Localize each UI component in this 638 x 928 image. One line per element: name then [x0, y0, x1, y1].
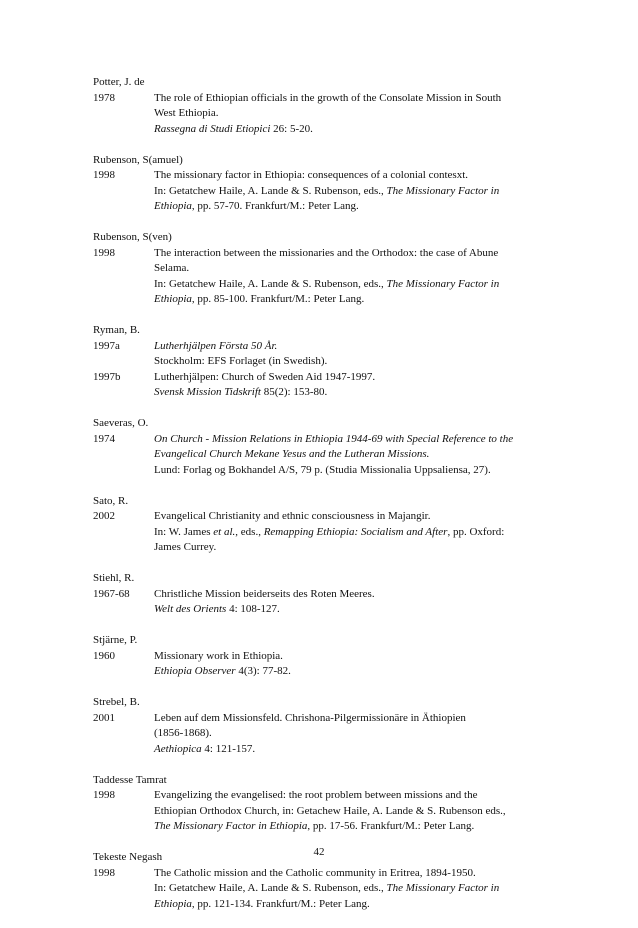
citation-line: [154, 525, 553, 541]
citation-line: [154, 819, 553, 835]
citation-text: The Catholic mission and the Catholic community in Eritrea, 1894-1950.: [154, 866, 476, 879]
citation-text: (1856-1868).: [154, 727, 212, 739]
citation-title-italic: Aethiopica: [154, 742, 202, 755]
citation-text: The interaction between the missionaries and the Orthodox: the case of Abune: [154, 246, 499, 259]
bibliography-entry: [93, 850, 553, 912]
work-citation: [93, 246, 553, 308]
citation-text: 26: 5-20.: [270, 122, 313, 135]
bibliography-entry: [93, 773, 553, 835]
citation-line: [154, 540, 553, 556]
work-citation: [93, 866, 553, 913]
citation-text: , pp. 85-100. Frankfurt/M.: Peter Lang.: [191, 293, 365, 305]
work-year: 1998: [93, 866, 115, 879]
work-citation: [93, 370, 553, 401]
work-year: 1998: [93, 789, 115, 801]
citation-line: [154, 246, 553, 262]
citation-text: Leben auf dem Missionsfeld. Chrishona-Pilgermissionäre in Äthiopien: [154, 711, 466, 724]
citation-title-italic: The Missionary Factor in Ethiopia: [154, 820, 308, 832]
citation-title-italic: Ethiopia: [154, 200, 192, 212]
work-year: 2002: [93, 510, 115, 522]
citation-line: [154, 447, 553, 463]
citation-text: Selama.: [154, 262, 190, 274]
citation-text: Lutherhjälpen: Church of Sweden Aid 1947-1997.: [154, 370, 376, 383]
citation-text: The missionary factor in Ethiopia: consequences of a colonial contesxt.: [154, 169, 469, 181]
citation-text: 4: 121-157.: [201, 742, 256, 755]
citation-line: [154, 277, 553, 293]
citation-text: In: Getatchew Haile, A. Lande & S. Rubenson, eds.,: [154, 277, 387, 290]
citation-title-italic: The Missionary Factor in: [386, 184, 500, 197]
citation-text: Ethiopian Orthodox Church, in: Getachew Haile, A. Lande & S. Rubenson eds.,: [154, 804, 506, 817]
work-text: [154, 788, 553, 835]
work-citation: [93, 711, 553, 758]
bibliography-entry: [93, 323, 553, 401]
citation-title-italic: Ethiopia: [154, 293, 192, 305]
entry-author: Rubenson, S(amuel): [93, 153, 183, 166]
citation-line: [154, 463, 553, 479]
citation-line: [154, 432, 553, 448]
work-text: [154, 509, 553, 556]
citation-text: , pp. 57-70. Frankfurt/M.: Peter Lang.: [191, 200, 359, 212]
work-citation: [93, 168, 553, 215]
work-year: 1978: [93, 91, 115, 104]
citation-text: , eds.,: [235, 525, 264, 538]
citation-text: , pp. 17-56. Frankfurt/M.: Peter Lang.: [307, 820, 475, 832]
citation-title-italic: The Missionary Factor in: [386, 882, 500, 894]
bibliography-entry: [93, 230, 553, 308]
citation-line: [154, 122, 553, 138]
work-year: 1998: [93, 246, 115, 259]
work-citation: [93, 339, 553, 370]
work-citation: [93, 91, 553, 138]
work-citation: [93, 432, 553, 479]
citation-line: [154, 168, 553, 184]
work-text: [154, 370, 553, 401]
citation-text: 4: 108-127.: [226, 603, 280, 615]
work-text: [154, 91, 553, 138]
bibliography-entry: [93, 153, 553, 215]
entry-author: Sato, R.: [93, 494, 129, 507]
work-text: [154, 866, 553, 913]
citation-title-italic: Rassegna di Studi Etiopici: [154, 122, 271, 135]
citation-line: [154, 711, 553, 727]
entry-author: Potter, J. de: [93, 76, 145, 88]
citation-line: [154, 385, 553, 401]
citation-text: , pp. Oxford:: [447, 525, 505, 538]
citation-line: [154, 804, 553, 820]
citation-text: In: Getatchew Haile, A. Lande & S. Rubenson, eds.,: [154, 184, 387, 197]
entry-author: Taddesse Tamrat: [93, 773, 167, 786]
work-year: 1997a: [93, 339, 120, 352]
work-year: 1998: [93, 169, 115, 181]
work-text: [154, 587, 553, 618]
citation-title-italic: Svensk Mission Tidskrift: [154, 386, 261, 398]
citation-title-italic: Evangelical Church Mekane Yesus and the Lutheran Missions.: [154, 448, 430, 460]
citation-line: [154, 199, 553, 215]
citation-line: [154, 649, 553, 665]
entry-author: Saeveras, O.: [93, 417, 149, 429]
citation-title-italic: The Missionary Factor in: [386, 277, 500, 290]
bibliography-entry: [93, 75, 553, 137]
citation-text: Evangelical Christianity and ethnic consciousness in Majangir.: [154, 510, 431, 522]
citation-title-italic: Lutherhjälpen Första 50 År.: [154, 339, 278, 352]
work-citation: [93, 509, 553, 556]
work-year: 1974: [93, 432, 115, 445]
citation-line: [154, 91, 553, 107]
entry-author: Tekeste Negash: [93, 851, 163, 863]
work-text: [154, 246, 553, 308]
citation-line: [154, 261, 553, 277]
citation-title-italic: Ethiopia Observer: [154, 665, 236, 677]
citation-line: [154, 866, 553, 882]
work-text: [154, 339, 553, 370]
citation-line: [154, 788, 553, 804]
work-text: [154, 432, 553, 479]
citation-title-italic: Ethiopia: [154, 897, 192, 910]
citation-line: [154, 354, 553, 370]
work-text: [154, 649, 553, 680]
citation-text: 85(2): 153-80.: [260, 386, 328, 398]
citation-line: [154, 292, 553, 308]
work-citation: [93, 649, 553, 680]
citation-line: [154, 664, 553, 680]
citation-text: Christliche Mission beiderseits des Roten Meeres.: [154, 587, 375, 600]
bibliography-entry: [93, 416, 553, 478]
citation-text: Lund: Forlag og Bokhandel A/S, 79 p. (Studia Missionalia Uppsaliensa, 27).: [154, 463, 491, 476]
citation-line: [154, 897, 553, 913]
bibliography-page: [93, 75, 553, 928]
work-text: [154, 711, 553, 758]
bibliography-entry: [93, 695, 553, 757]
citation-line: [154, 509, 553, 525]
work-citation: [93, 587, 553, 618]
citation-title-italic: Remapping Ethiopia: Socialism and After: [263, 525, 448, 538]
citation-text: West Ethiopia.: [154, 107, 219, 119]
citation-text: Missionary work in Ethiopia.: [154, 649, 283, 662]
citation-text: James Currey.: [154, 541, 217, 553]
bibliography-entry: [93, 571, 553, 618]
work-citation: [93, 788, 553, 835]
page-number: 42: [313, 846, 325, 858]
citation-title-italic: et al.: [213, 525, 236, 538]
citation-line: [154, 742, 553, 758]
citation-line: [154, 184, 553, 200]
citation-text: Stockholm: EFS Forlaget (in Swedish).: [154, 355, 328, 367]
citation-text: In: W. James: [154, 525, 214, 538]
work-year: 2001: [93, 711, 115, 724]
entry-author: Stjärne, P.: [93, 634, 138, 646]
citation-line: [154, 881, 553, 897]
work-text: [154, 168, 553, 215]
citation-text: In: Getatchew Haile, A. Lande & S. Rubenson, eds.,: [154, 882, 387, 894]
citation-line: [154, 106, 553, 122]
citation-title-italic: On Church - Mission Relations in Ethiopia 1944-69 with Special Reference to the: [154, 432, 514, 445]
citation-line: [154, 370, 553, 386]
citation-text: , pp. 121-134. Frankfurt/M.: Peter Lang.: [191, 897, 370, 910]
citation-text: Evangelizing the evangelised: the root problem between missions and the: [154, 789, 478, 801]
citation-text: The role of Ethiopian officials in the growth of the Consolate Mission in South: [154, 91, 502, 104]
bibliography-entry: [93, 494, 553, 556]
entry-author: Stiehl, R.: [93, 572, 135, 584]
citation-line: [154, 339, 553, 355]
bibliography-entry: [93, 633, 553, 680]
citation-text: 4(3): 77-82.: [235, 665, 291, 677]
citation-line: [154, 602, 553, 618]
citation-title-italic: Welt des Orients: [154, 603, 227, 615]
work-year: 1997b: [93, 370, 121, 383]
entry-author: Ryman, B.: [93, 324, 140, 336]
work-year: 1960: [93, 649, 115, 662]
entry-author: Rubenson, S(ven): [93, 231, 172, 243]
citation-line: [154, 587, 553, 603]
work-year: 1967-68: [93, 587, 130, 600]
citation-line: [154, 726, 553, 742]
entry-author: Strebel, B.: [93, 696, 140, 708]
